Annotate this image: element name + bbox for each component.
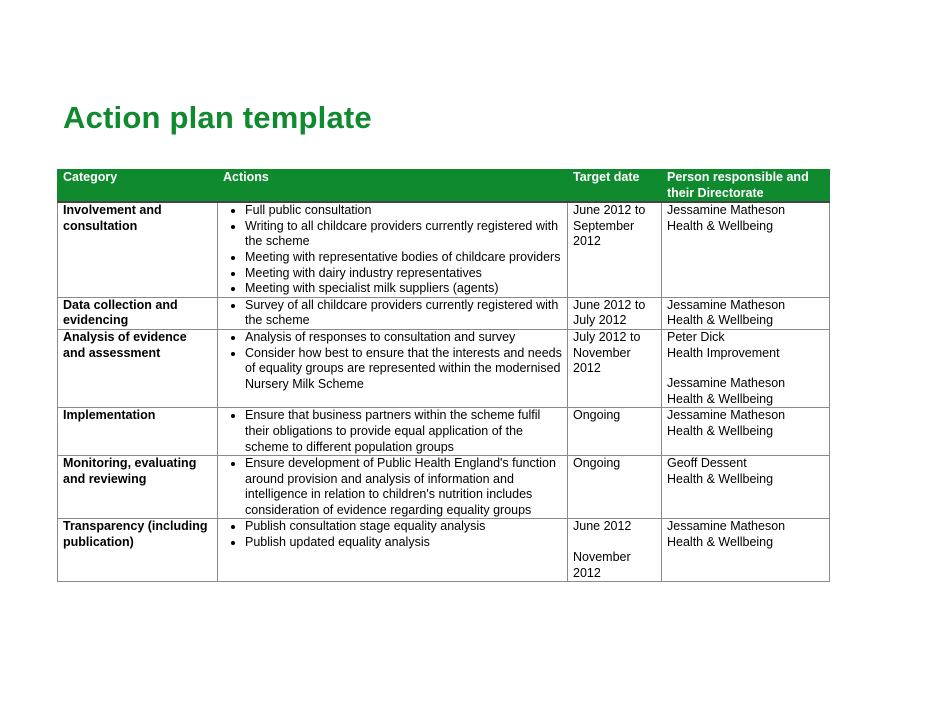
- person-cell: [662, 329, 830, 407]
- target-date-cell: Ongoing: [568, 408, 662, 456]
- header-actions: Actions: [218, 170, 568, 203]
- action-item: • Meeting with representative bodies of childcare providers: [245, 250, 562, 266]
- action-item: • Writing to all childcare providers currently registered with the scheme: [245, 219, 562, 250]
- person-name: Jessamine Matheson: [667, 297, 786, 312]
- action-item: • Meeting with specialist milk suppliers (agents): [245, 281, 562, 297]
- action-item: • Consider how best to ensure that the interests and needs of equality groups are represented within the modernised Nursery Milk Scheme: [245, 346, 562, 393]
- action-item: • Survey of all childcare providers currently registered with the scheme: [245, 298, 562, 329]
- action-item: • Ensure that business partners within the scheme fulfil their obligations to provide equal application of the scheme to different population groups: [245, 408, 562, 455]
- action-item: • Ensure development of Public Health England's function around provision and analysis of information and intelligence in relation to children's nutrition includes consideration of evidence regarding equality groups: [245, 456, 562, 518]
- target-date-cell: July 2012 to November 2012: [568, 329, 662, 407]
- table-row: [58, 456, 830, 519]
- category-cell: Involvement and consultation: [58, 202, 218, 297]
- target-date: November 2012: [573, 550, 631, 580]
- person-name: Jessamine Matheson: [667, 519, 786, 534]
- action-item: • Publish updated equality analysis: [245, 535, 562, 551]
- target-date-cell: Ongoing: [568, 456, 662, 519]
- target-date-cell: [568, 519, 662, 582]
- person-cell: [662, 456, 830, 519]
- category-cell: Data collection and evidencing: [58, 297, 218, 329]
- person-name: Geoff Dessent: [667, 456, 747, 471]
- table-row: [58, 329, 830, 407]
- page-title: Action plan template: [63, 100, 372, 135]
- table-row: [58, 519, 830, 582]
- actions-cell: [218, 202, 568, 297]
- table-row: [58, 297, 830, 329]
- person-directorate: Health & Wellbeing: [667, 218, 774, 233]
- action-item: • Analysis of responses to consultation and survey: [245, 330, 562, 346]
- person-directorate: Health & Wellbeing: [667, 535, 774, 550]
- person-cell: [662, 519, 830, 582]
- person-name: Jessamine Matheson: [667, 376, 786, 391]
- actions-cell: [218, 456, 568, 519]
- person-cell: [662, 202, 830, 297]
- table-row: [58, 408, 830, 456]
- table-row: [58, 202, 830, 297]
- action-item: • Meeting with dairy industry representatives: [245, 266, 562, 282]
- category-cell: Implementation: [58, 408, 218, 456]
- person-cell: [662, 297, 830, 329]
- actions-cell: [218, 297, 568, 329]
- header-target-date: Target date: [568, 170, 662, 203]
- person-directorate: Health & Wellbeing: [667, 423, 774, 438]
- person-directorate: Health & Wellbeing: [667, 313, 774, 328]
- action-plan-table: [57, 169, 830, 582]
- actions-cell: [218, 329, 568, 407]
- person-directorate: Health Improvement: [667, 345, 780, 360]
- person-directorate: Health & Wellbeing: [667, 471, 774, 486]
- action-item: • Publish consultation stage equality analysis: [245, 519, 562, 535]
- actions-cell: [218, 519, 568, 582]
- actions-cell: [218, 408, 568, 456]
- target-date-cell: June 2012 to July 2012: [568, 297, 662, 329]
- category-cell: Analysis of evidence and assessment: [58, 329, 218, 407]
- person-name: Peter Dick: [667, 329, 725, 344]
- target-date: June 2012: [573, 519, 632, 534]
- person-name: Jessamine Matheson: [667, 408, 786, 423]
- person-name: Jessamine Matheson: [667, 203, 786, 218]
- person-cell: [662, 408, 830, 456]
- header-category: Category: [58, 170, 218, 203]
- action-item: • Full public consultation: [245, 203, 562, 219]
- category-cell: Transparency (including publication): [58, 519, 218, 582]
- person-directorate: Health & Wellbeing: [667, 391, 774, 406]
- category-cell: Monitoring, evaluating and reviewing: [58, 456, 218, 519]
- target-date-cell: June 2012 to September 2012: [568, 202, 662, 297]
- header-person-responsible: Person responsible and their Directorate: [662, 170, 830, 203]
- header-row: [58, 170, 830, 203]
